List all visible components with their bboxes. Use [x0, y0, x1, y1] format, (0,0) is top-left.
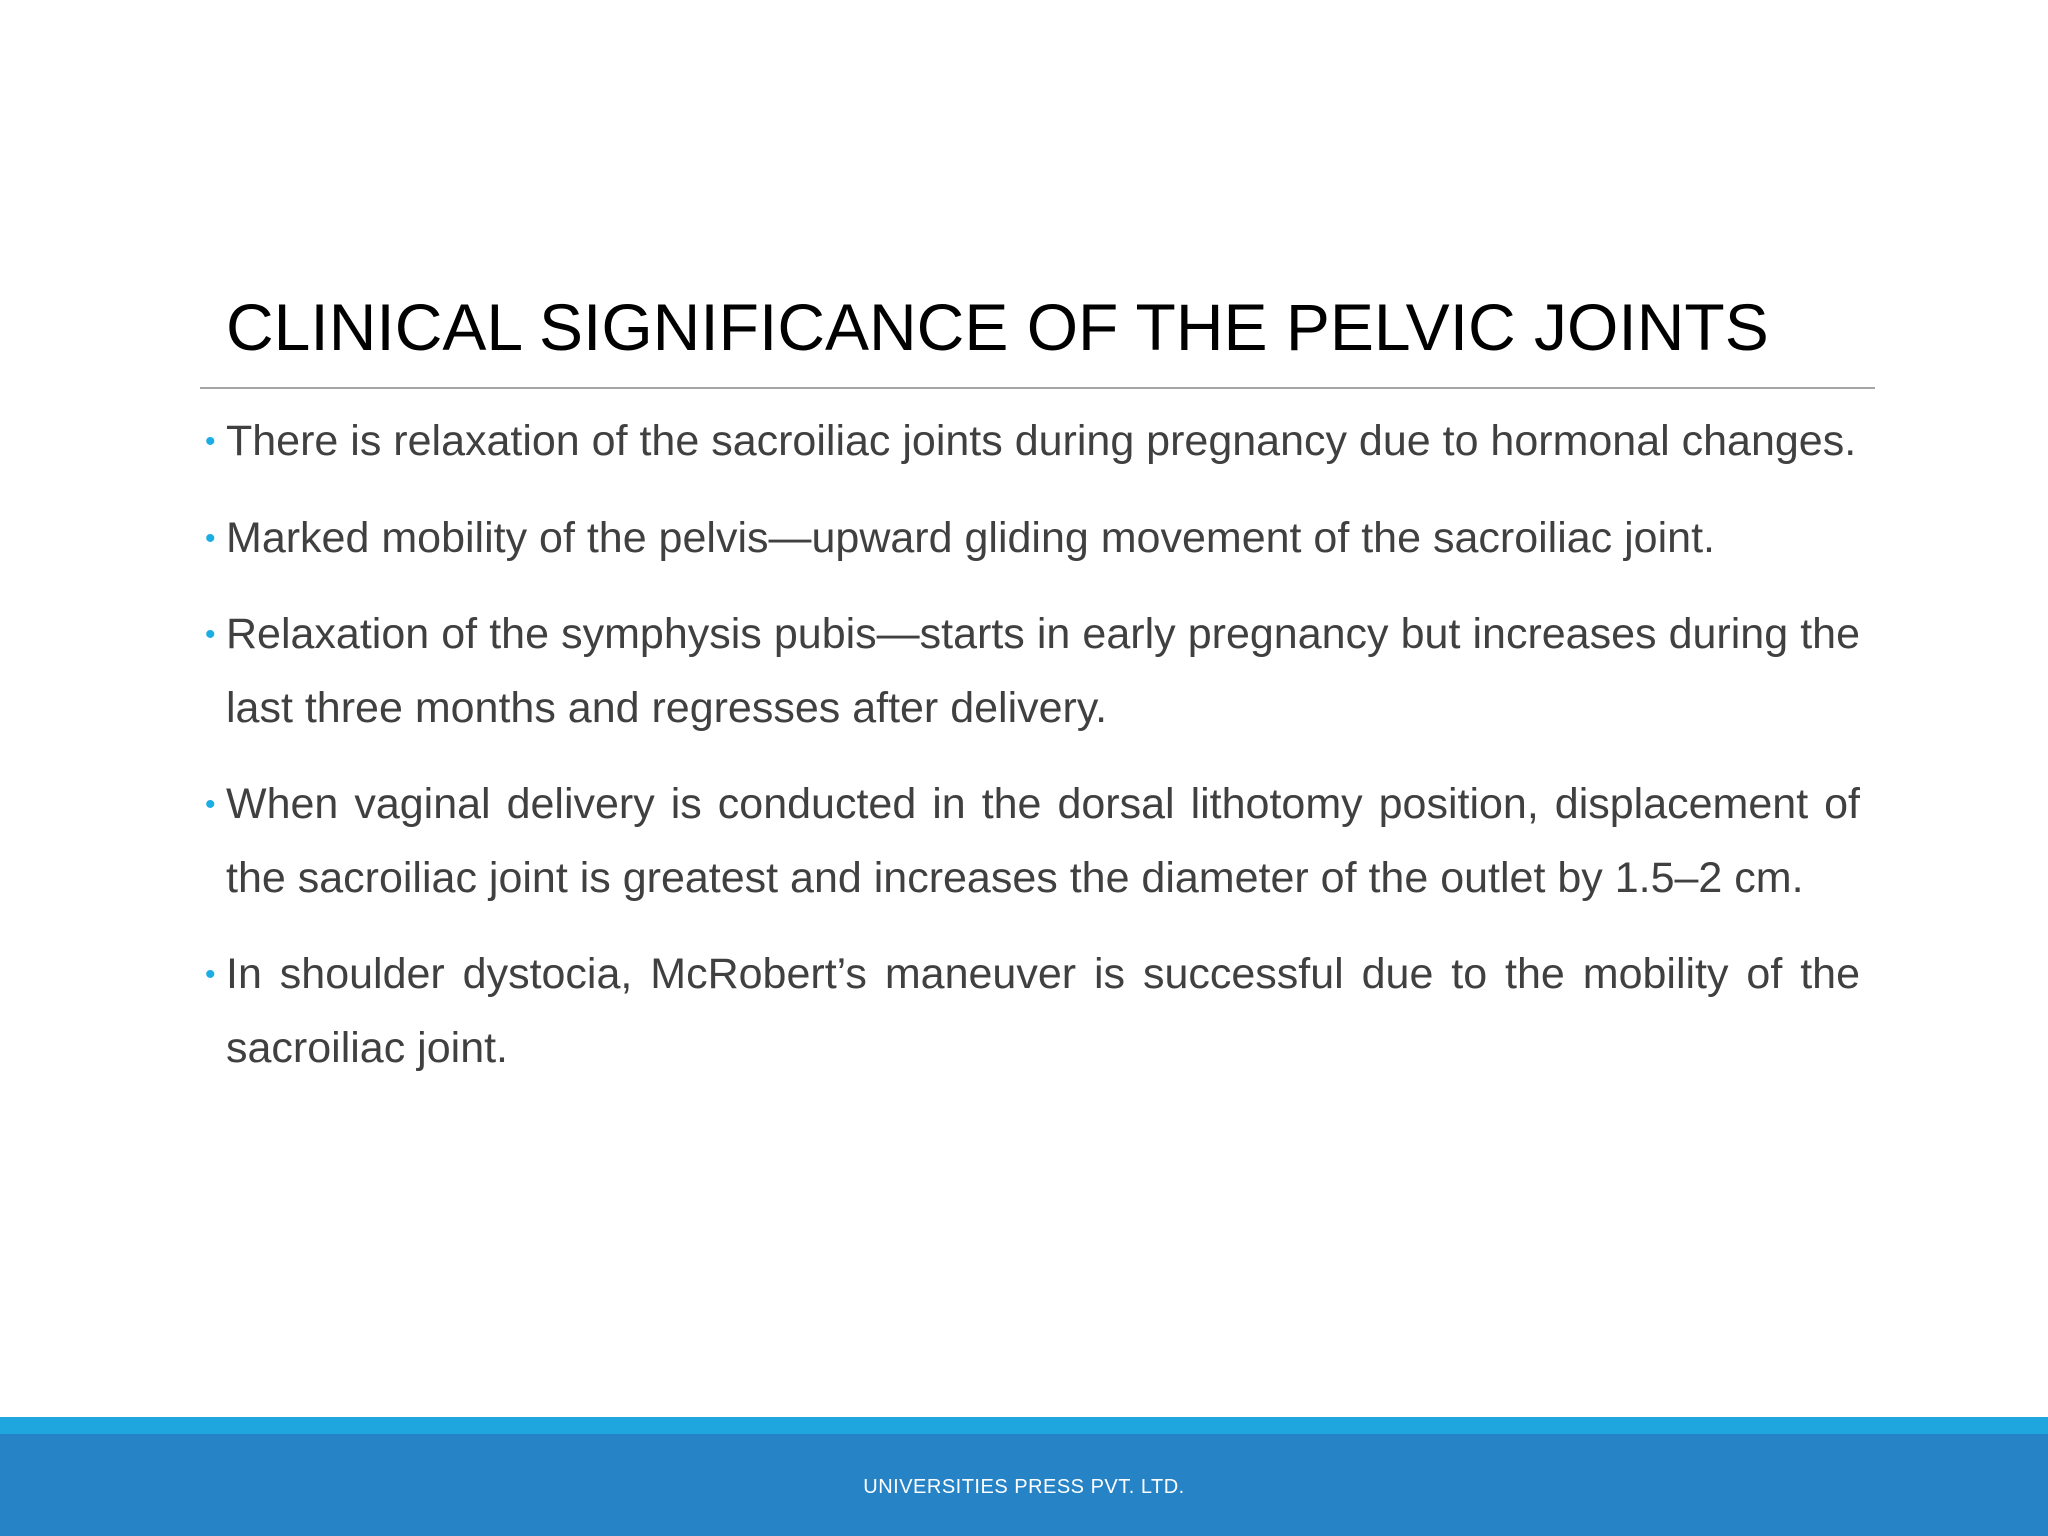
- bullet-text: Marked mobility of the pelvis—upward gliding movement of the sacroiliac joint.: [226, 513, 1715, 562]
- bullet-dot-icon: •: [205, 425, 216, 458]
- bullet-item: [205, 768, 1860, 915]
- bullet-dot-icon: •: [205, 521, 216, 555]
- bullet-item: [205, 502, 1860, 576]
- bullet-list: [205, 405, 1860, 1108]
- bullet-text: In shoulder dystocia, McRobert’s maneuver is successful due to the mobility of the sacroiliac joint.: [226, 950, 1860, 1072]
- footer-accent-strip: [0, 1417, 2048, 1434]
- footer-publisher: UNIVERSITIES PRESS PVT. LTD.: [863, 1476, 1185, 1498]
- bullet-text: There is relaxation of the sacroiliac joints during pregnancy due to hormonal changes.: [226, 417, 1857, 465]
- slide-title: CLINICAL SIGNIFICANCE OF THE PELVIC JOINTS: [226, 290, 1769, 364]
- bullet-text: Relaxation of the symphysis pubis—starts in early pregnancy but increases during the last three months and regresses after delivery.: [226, 610, 1860, 732]
- title-divider: [200, 387, 1875, 389]
- bullet-item: [205, 405, 1860, 479]
- bullet-item: [205, 598, 1860, 745]
- bullet-item: [205, 938, 1860, 1085]
- bullet-dot-icon: •: [205, 958, 216, 991]
- bullet-text: When vaginal delivery is conducted in the dorsal lithotomy position, displacement of the sacroiliac joint is greatest and increases the diameter of the outlet by 1.5–2 cm.: [226, 780, 1860, 902]
- bullet-dot-icon: •: [205, 788, 216, 821]
- bullet-dot-icon: •: [205, 618, 216, 651]
